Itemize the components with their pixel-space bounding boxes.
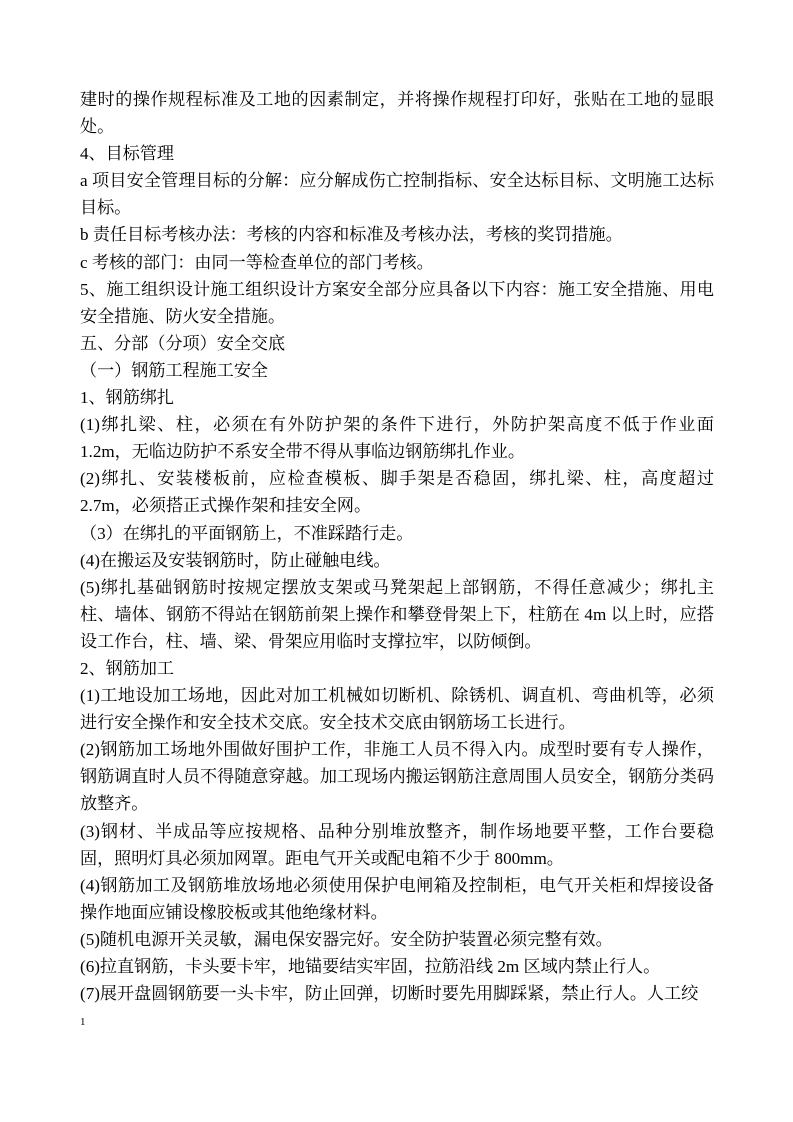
paragraph: (2)绑扎、安装楼板前，应检查模板、脚手架是否稳固，绑扎梁、柱，高度超过 2.7m，必须搭正式操作架和挂安全网。 <box>80 469 714 516</box>
paragraph: (3)钢材、半成品等应按规格、品种分别堆放整齐，制作场地要平整，工作台要稳固，照明灯具必须加网罩。距电气开关或配电箱不少于 800mm。 <box>80 821 714 868</box>
paragraph: 建时的操作规程标准及工地的因素制定，并将操作规程打印好，张贴在工地的显眼处。 <box>80 90 714 137</box>
paragraph: b 责任目标考核办法：考核的内容和标准及考核办法，考核的奖罚措施。 <box>80 225 623 245</box>
paragraph: 2、钢筋加工 <box>80 658 175 678</box>
paragraph: （3）在绑扎的平面钢筋上，不准踩踏行走。 <box>80 523 414 543</box>
paragraph: (1)工地设加工场地，因此对加工机械如切断机、除锈机、调直机、弯曲机等，必须进行安全操作和安全技术交底。安全技术交底由钢筋场工长进行。 <box>80 686 714 733</box>
paragraph: (1)绑扎梁、柱，必须在有外防护架的条件下进行，外防护架高度不低于作业面 1.2m，无临边防护不系安全带不得从事临边钢筋绑扎作业。 <box>80 415 714 462</box>
paragraph: (2)钢筋加工场地外围做好围护工作，非施工人员不得入内。成型时要有专人操作，钢筋调直时人员不得随意穿越。加工现场内搬运钢筋注意周围人员安全，钢筋分类码放整齐。 <box>80 740 714 814</box>
paragraph: a 项目安全管理目标的分解：应分解成伤亡控制指标、安全达标目标、文明施工达标目标。 <box>80 171 714 218</box>
paragraph: (4)在搬运及安装钢筋时，防止碰触电线。 <box>80 550 391 570</box>
paragraph: (6)拉直钢筋，卡头要卡牢，地锚要结实牢固，拉筋沿线 2m 区域内禁止行人。 <box>80 957 661 976</box>
paragraph: 1、钢筋绑扎 <box>80 388 175 408</box>
paragraph: (5)随机电源开关灵敏，漏电保安器完好。安全防护装置必须完整有效。 <box>80 929 613 949</box>
paragraph: 5、施工组织设计施工组织设计方案安全部分应具备以下内容：施工安全措施、用电安全措施、防火安全措施。 <box>80 279 714 326</box>
paragraph: 4、目标管理 <box>80 144 175 164</box>
paragraph: 五、分部（分项）安全交底 <box>80 333 286 353</box>
page-number: 1 <box>80 1016 86 1028</box>
paragraph: (4)钢筋加工及钢筋堆放场地必须使用保护电闸箱及控制柜，电气开关柜和焊接设备操作地面应铺设橡胶板或其他绝缘材料。 <box>80 875 714 922</box>
paragraph: (7)展开盘圆钢筋要一头卡牢，防止回弹，切断时要先用脚踩紧，禁止行人。人工绞 <box>80 984 699 1004</box>
paragraph: (5)绑扎基础钢筋时按规定摆放支架或马凳架起上部钢筋，不得任意减少；绑扎主柱、墙体、钢筋不得站在钢筋前架上操作和攀登骨架上下，柱筋在 4m 以上时，应搭设工作台，柱、墙、梁、骨架应用临时支撑拉牢，以防倾倒。 <box>80 577 714 651</box>
paragraph: （一）钢筋工程施工安全 <box>80 360 269 380</box>
document-body <box>80 86 714 1007</box>
paragraph: c 考核的部门：由同一等检查单位的部门考核。 <box>80 252 434 272</box>
